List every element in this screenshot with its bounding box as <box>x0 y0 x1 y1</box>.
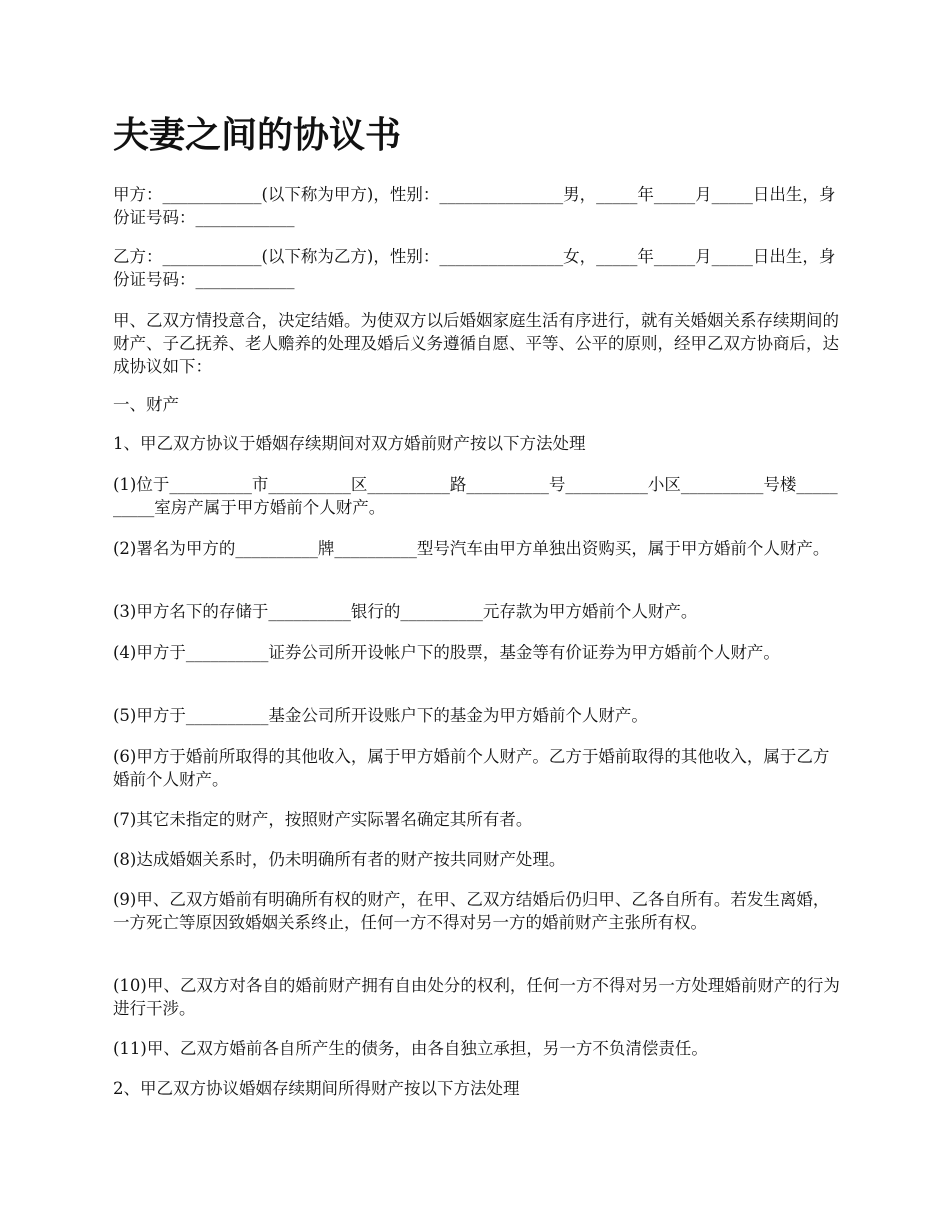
clause-item-3: (3)甲方名下的存储于__________银行的__________元存款为甲方婚前个人财产。 <box>113 602 698 621</box>
document-title: 夫妻之间的协议书 <box>113 115 402 156</box>
clause-1-heading: 1、甲乙双方协议于婚姻存续期间对双方婚前财产按以下方法处理 <box>113 434 586 453</box>
clause-item-9: (9)甲、乙双方婚前有明确所有权的财产，在甲、乙双方结婚后仍归甲、乙各自所有。若发生离婚，一方死亡等原因致婚姻关系终止，任何一方不得对另一方的婚前财产主张所有权。 <box>113 890 830 932</box>
clause-item-1: (1)位于__________市__________区__________路__________号__________小区__________号楼__________室房产属于甲方婚前个人财产。 <box>113 475 838 517</box>
clause-item-4: (4)甲方于__________证券公司所开设帐户下的股票，基金等有价证券为甲方婚前个人财产。 <box>113 643 780 662</box>
clause-item-2: (2)署名为甲方的__________牌__________型号汽车由甲方单独出资购买，属于甲方婚前个人财产。 <box>113 539 830 558</box>
clause-item-7: (7)其它未指定的财产，按照财产实际署名确定其所有者。 <box>113 810 533 829</box>
clause-item-5: (5)甲方于__________基金公司所开设账户下的基金为甲方婚前个人财产。 <box>113 706 648 725</box>
section-heading-property: 一、财产 <box>113 395 179 414</box>
preamble-paragraph: 甲、乙双方情投意合，决定结婚。为使双方以后婚姻家庭生活有序进行，就有关婚姻关系存续期间的财产、子乙抚养、老人赡养的处理及婚后义务遵循自愿、平等、公平的原则，经甲乙双方协商后，达成协议如下： <box>113 311 839 376</box>
clause-2-heading: 2、甲乙双方协议婚姻存续期间所得财产按以下方法处理 <box>113 1079 520 1098</box>
clause-item-8: (8)达成婚姻关系时，仍未明确所有者的财产按共同财产处理。 <box>113 850 566 869</box>
party-b-info: 乙方：____________(以下称为乙方)，性别：_______________女，_____年_____月_____日出生，身份证号码：____________ <box>113 247 836 289</box>
clause-item-6: (6)甲方于婚前所取得的其他收入，属于甲方婚前个人财产。乙方于婚前取得的其他收入，属于乙方婚前个人财产。 <box>113 747 830 789</box>
party-a-info: 甲方：____________(以下称为甲方)，性别：_______________男，_____年_____月_____日出生，身份证号码：____________ <box>113 185 836 227</box>
clause-item-10: (10)甲、乙双方对各自的婚前财产拥有自由处分的权利，任何一方不得对另一方处理婚前财产的行为进行干涉。 <box>113 976 840 1018</box>
clause-item-11: (11)甲、乙双方婚前各自所产生的债务，由各自独立承担，另一方不负清偿责任。 <box>113 1039 708 1058</box>
